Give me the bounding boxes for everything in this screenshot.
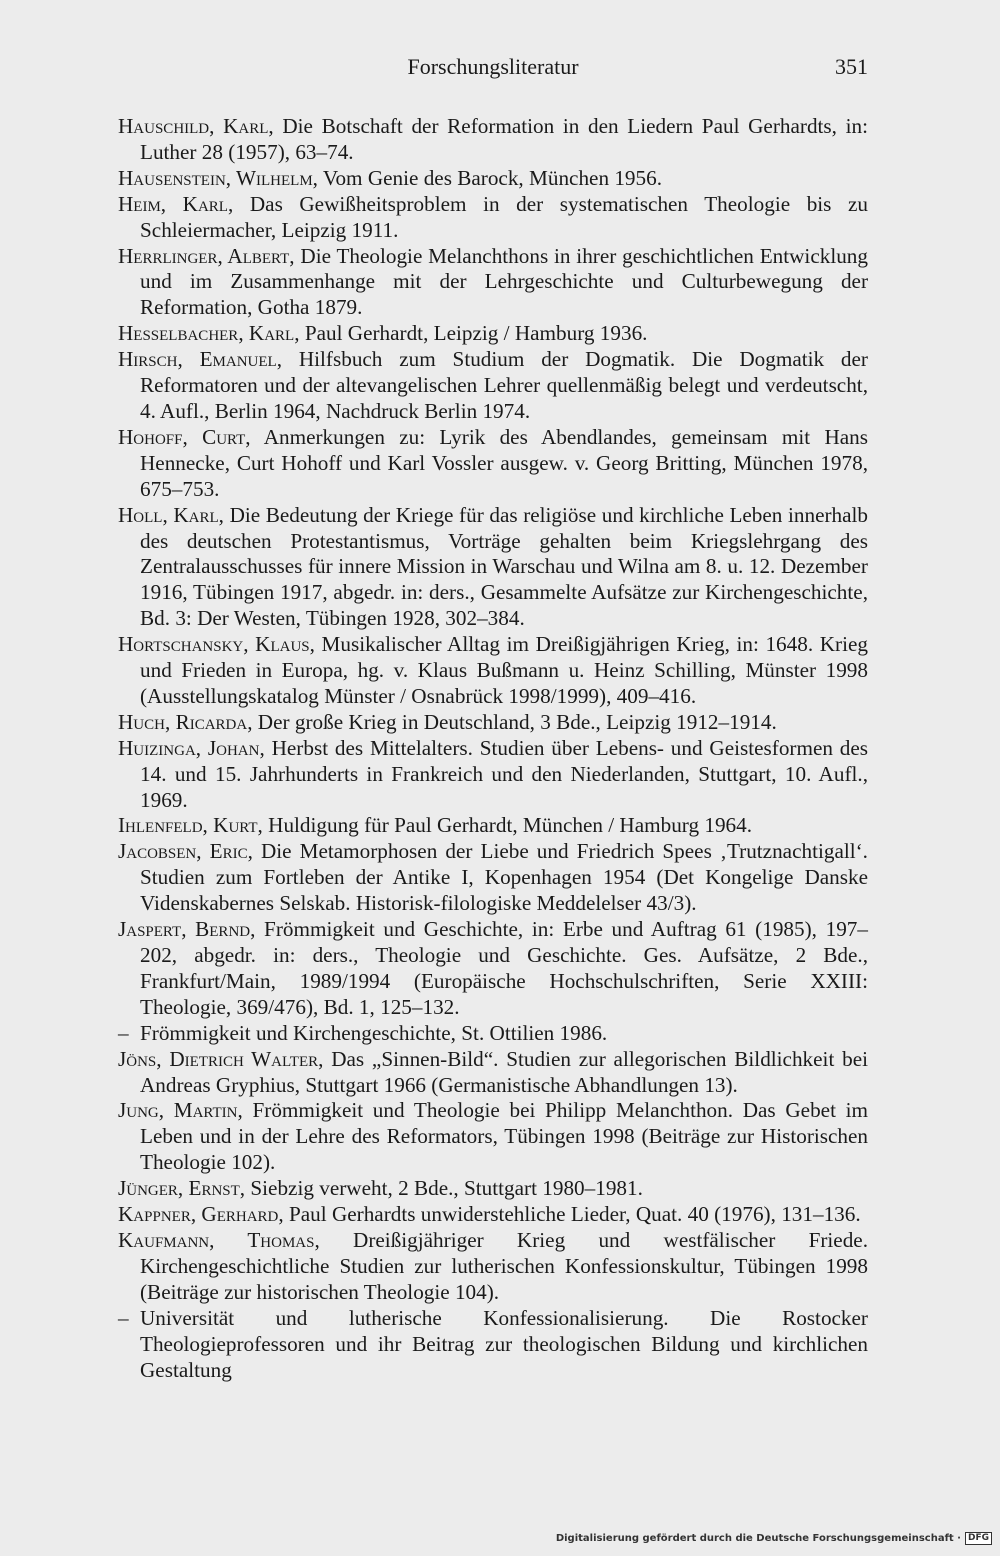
bibliography-entry [118,710,868,736]
entry-author: Hirsch, Emanuel, [118,347,283,372]
bibliography-entry [118,1228,868,1306]
running-head: Forschungsliteratur [407,54,579,79]
entry-text: Der große Krieg in Deutschland, 3 Bde., Leipzig 1912–1914. [252,709,777,734]
bibliography-entry [118,321,868,347]
ditto-dash: – [118,1305,129,1330]
entry-text: Huldigung für Paul Gerhardt, München / Hamburg 1964. [262,813,753,838]
entry-author: Herrlinger, Albert, [118,243,295,268]
entry-author: Kappner, Gerhard, [118,1202,284,1227]
entry-author: Heim, Karl, [118,191,234,216]
digitization-credit [556,1532,992,1545]
entry-author: Huch, Ricarda, [118,709,253,734]
entry-text: Vom Genie des Barock, München 1956. [317,165,663,190]
entry-text: Universität und lutherische Konfessionalisierung. Die Rostocker Theologieprofessoren und ihr Beitrag zur theologischen Bildung und kirchlichen Gestaltung [140,1305,868,1382]
bibliography-entry [118,917,868,1021]
entry-author: Holl, Karl, [118,502,224,527]
dfg-logo: DFG [965,1532,992,1545]
entry-author: Hortschansky, Klaus, [118,632,315,657]
entry-author: Hausenstein, Wilhelm, [118,165,318,190]
bibliography-entry [118,1098,868,1176]
bibliography-entry [118,192,868,244]
entry-text: Herbst des Mittelalters. Studien über Lebens- und Geistesformen des 14. und 15. Jahrhunderts in Frankreich und den Niederlanden, Stuttgart, 10. Aufl., 1969. [140,735,869,812]
entry-text: Paul Gerhardts unwiderstehliche Lieder, Quat. 40 (1976), 131–136. [283,1202,861,1227]
entry-text: Musikalischer Alltag im Dreißigjährigen Krieg, in: 1648. Krieg und Frieden in Europa, hg. v. Klaus Bußmann u. Heinz Schilling, Münster 1998 (Ausstellungskatalog Münster / Osnabrück 1998/1999), 409–416. [140,632,868,708]
page-number: 351 [835,54,868,79]
ditto-dash: – [118,1020,129,1045]
entry-author: Ihlenfeld, Kurt, [118,813,263,838]
entry-text: Anmerkungen zu: Lyrik des Abendlandes, gemeinsam mit Hans Hennecke, Curt Hohoff und Karl Vossler ausgew. v. Georg Britting, München 1978, 675–753. [140,424,868,501]
entry-text: Hilfsbuch zum Studium der Dogmatik. Die Dogmatik der Reformatoren und der altevangelischen Lehrer quellenmäßig belegt und verdeutscht, 4. Aufl., Berlin 1964, Nachdruck Berlin 1974. [140,347,868,423]
entry-text: Die Theologie Melanchthons in ihrer geschichtlichen Entwicklung und im Zusammenhange mit der Lehrgeschichte und Culturbewegung der Reformation, Gotha 1879. [140,243,868,320]
entry-author: Huizinga, Johan, [118,735,265,760]
bibliography-entry [118,1021,868,1047]
entry-author: Hohoff, Curt, [118,424,251,449]
bibliography-entry [118,244,868,322]
entry-author: Hesselbacher, Karl, [118,321,300,346]
bibliography-entry [118,1176,868,1202]
entry-author: Jöns, Dietrich Walter, [118,1046,324,1071]
entry-author: Jung, Martin, [118,1098,243,1123]
entry-text: Frömmigkeit und Geschichte, in: Erbe und Auftrag 61 (1985), 197–202, abgedr. in: ders., Theologie und Geschichte. Ges. Aufsätze, 2 Bde., Frankfurt/Main, 1989/1994 (Europäische Hochschulschriften, Serie XXIII: Theologie, 369/476), Bd. 1, 125–132. [140,917,868,1019]
bibliography-entry [118,1202,868,1228]
bibliography-entry [118,425,868,503]
entry-text: Die Bedeutung der Kriege für das religiöse und kirchliche Leben innerhalb des deutschen Protestantismus, Vorträge gehalten beim Kriegslehrgang des Zentralausschusses für innere Mission in Warschau und Wilna am 8. u. 12. Dezember 1916, Tübingen 1917, abgedr. in: ders., Gesammelte Aufsätze zur Kirchengeschichte, Bd. 3: Der Westen, Tübingen 1928, 302–384. [140,502,869,631]
bibliography-entry [118,166,868,192]
entry-text: Siebzig verweht, 2 Bde., Stuttgart 1980–1981. [245,1176,643,1201]
bibliography-entry [118,1306,868,1384]
entry-text: Frömmigkeit und Theologie bei Philipp Melanchthon. Das Gebet im Leben und in der Lehre des Reformators, Tübingen 1998 (Beiträge zur Historischen Theologie 102). [140,1098,869,1175]
bibliography-list [118,114,868,1383]
entry-text: Frömmigkeit und Kirchengeschichte, St. Ottilien 1986. [140,1020,608,1045]
entry-author: Jünger, Ernst, [118,1176,246,1201]
credit-text: Digitalisierung gefördert durch die Deutsche Forschungsgemeinschaft · [555,1533,961,1544]
entry-text: Die Metamorphosen der Liebe und Friedrich Spees ‚Trutznachtigall‘. Studien zum Fortleben der Antike I, Kopenhagen 1954 (Det Kongelige Danske Videnskabernes Selskab. Historisk-filologiske Meddelelser 43/3). [140,839,868,916]
bibliography-entry [118,813,868,839]
entry-text: Dreißigjähriger Krieg und westfälischer Friede. Kirchengeschichtliche Studien zur lutherischen Konfessionskultur, Tübingen 1998 (Beiträge zur historischen Theologie 104). [140,1227,868,1304]
bibliography-entry [118,347,868,425]
page-header [118,54,868,86]
bibliography-entry [118,114,868,166]
entry-text: Die Botschaft der Reformation in den Liedern Paul Gerhardts, in: Luther 28 (1957), 63–74. [140,114,868,164]
bibliography-entry [118,736,868,814]
bibliography-entry [118,503,868,633]
entry-author: Jacobsen, Eric, [118,839,253,864]
entry-author: Hauschild, Karl, [118,114,274,138]
entry-text: Das Gewißheitsproblem in der systematischen Theologie bis zu Schleiermacher, Leipzig 1911. [140,191,868,242]
bibliography-entry [118,1047,868,1099]
entry-text: Das „Sinnen-Bild“. Studien zur allegorischen Bildlichkeit bei Andreas Gryphius, Stuttgart 1966 (Germanistische Abhandlungen 13). [140,1046,868,1097]
entry-text: Paul Gerhardt, Leipzig / Hamburg 1936. [299,321,648,346]
bibliography-entry [118,632,868,710]
entry-author: Jaspert, Bernd, [118,917,256,942]
bibliography-entry [118,839,868,917]
entry-author: Kaufmann, Thomas, [118,1227,320,1252]
